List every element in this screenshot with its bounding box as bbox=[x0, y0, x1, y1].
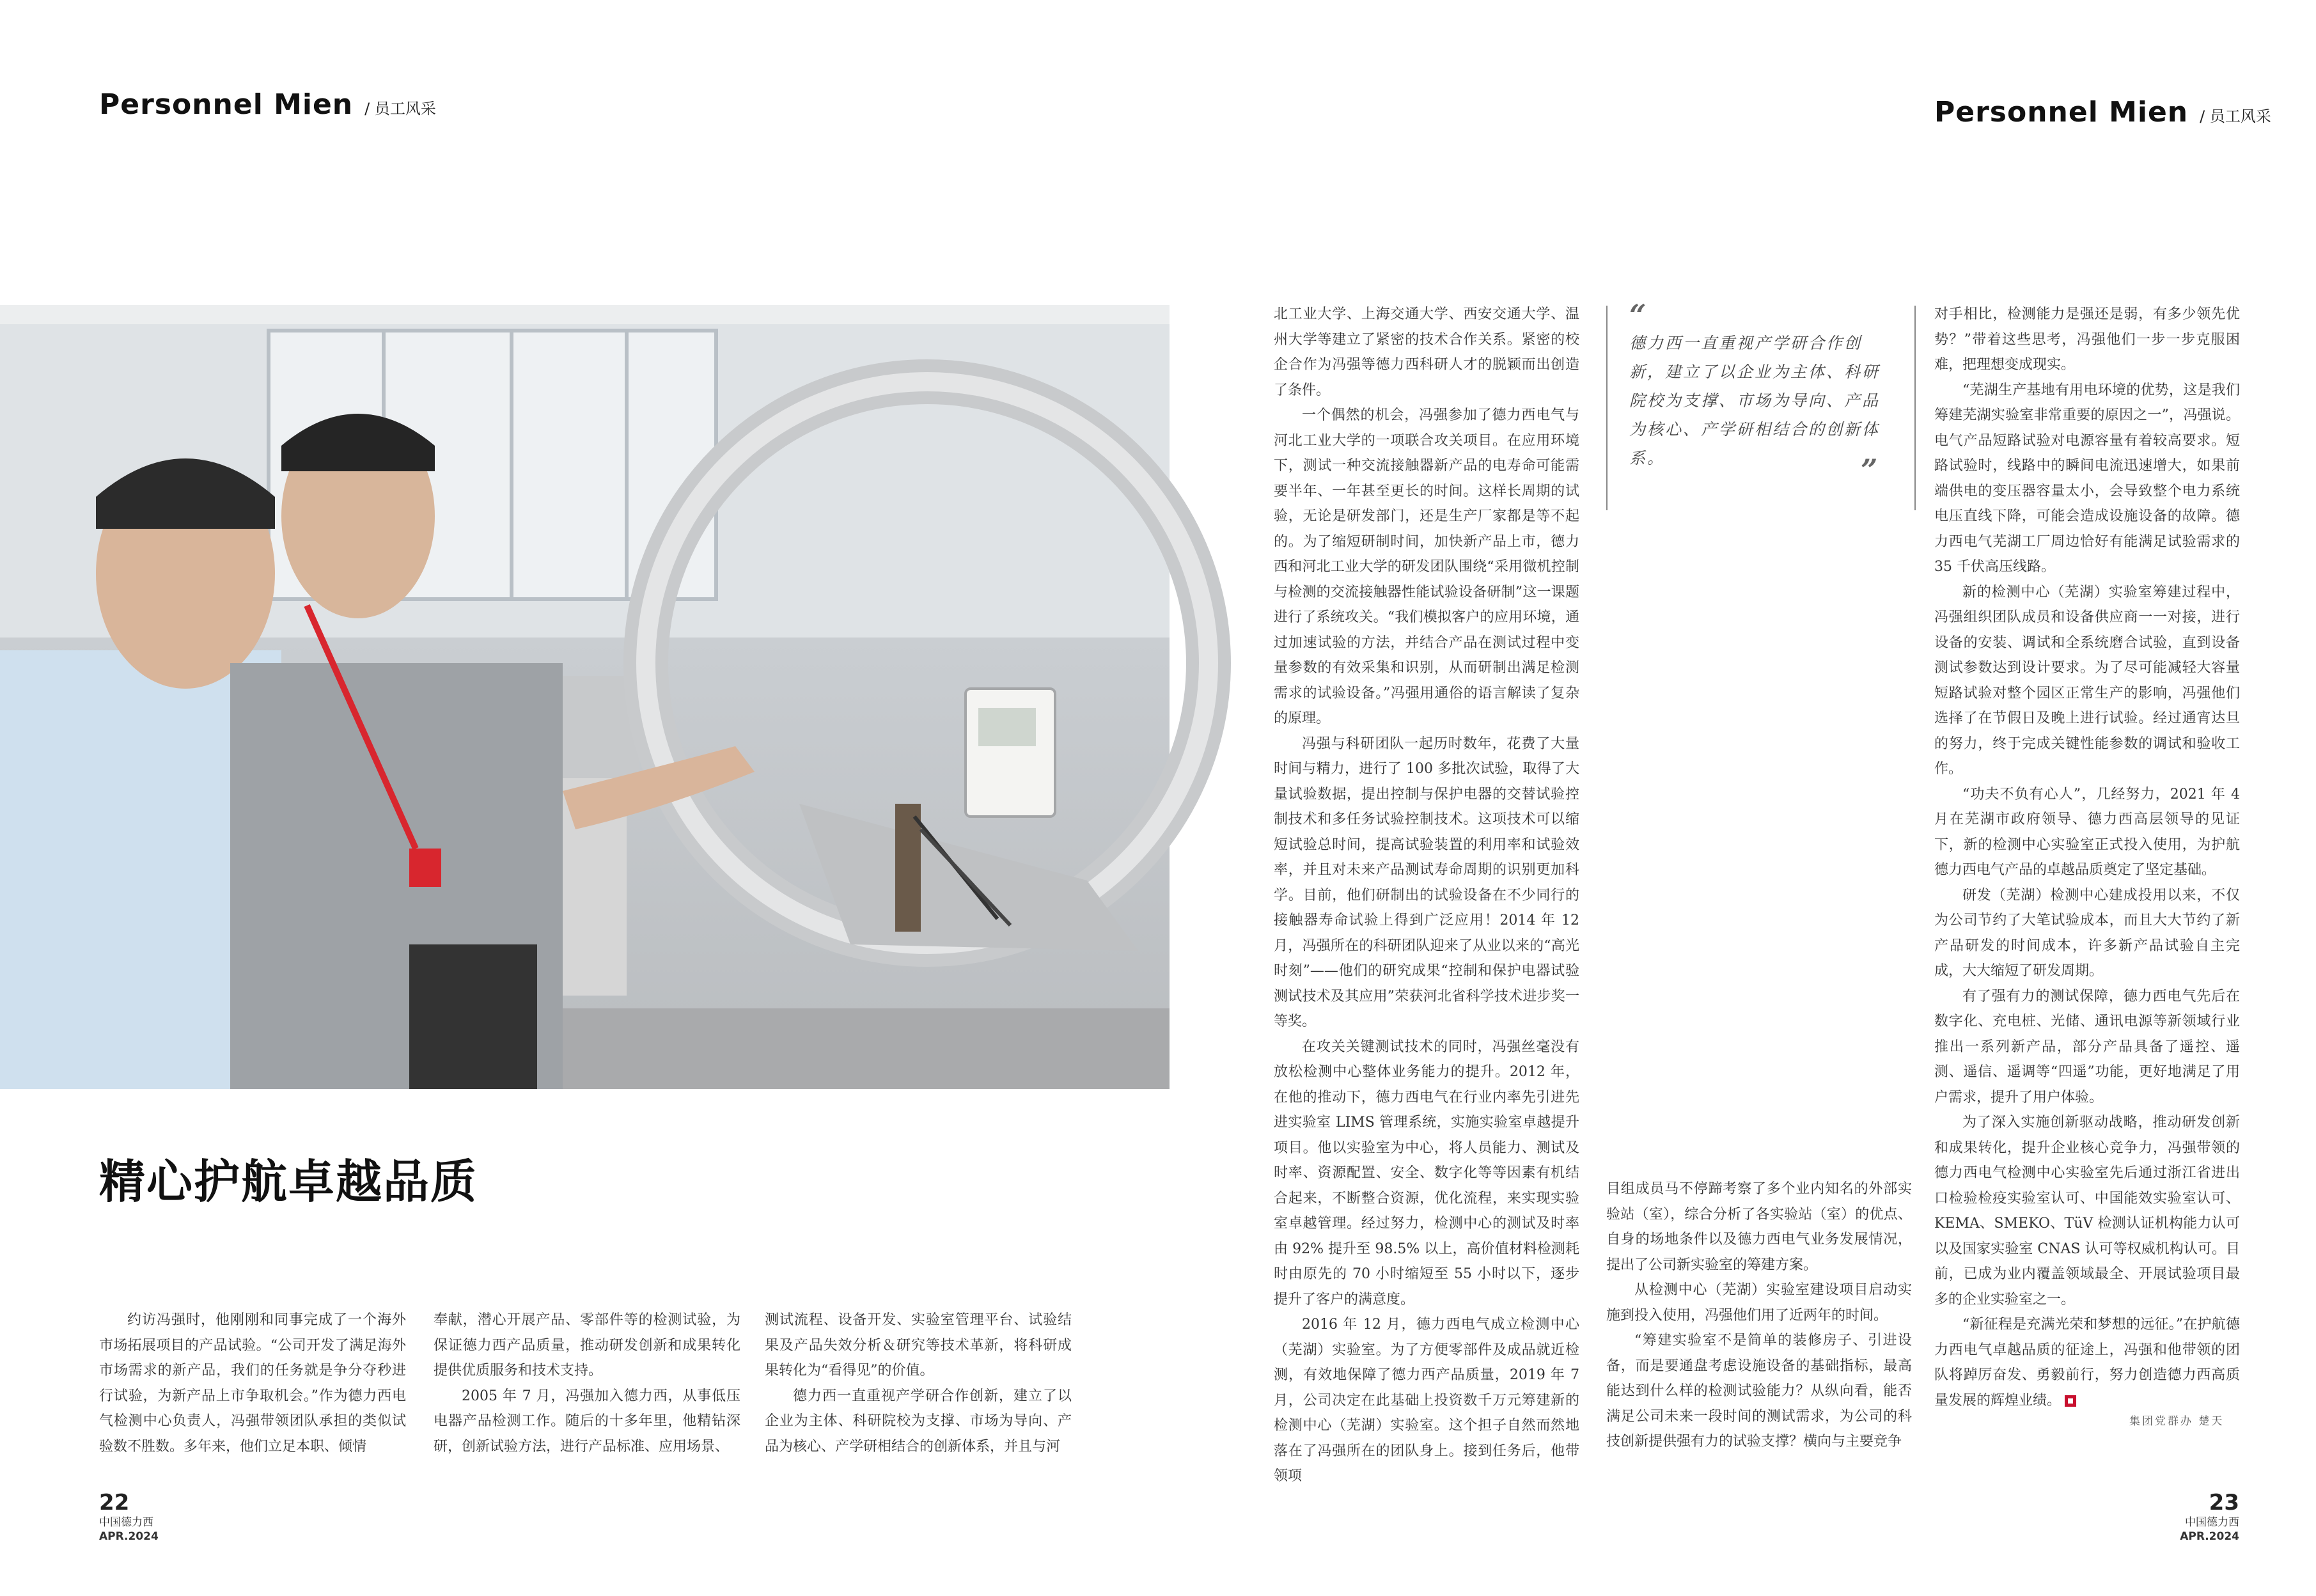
author-signature: 集团党群办 楚天 bbox=[2129, 1415, 2225, 1428]
page-number: 22 bbox=[99, 1490, 130, 1515]
paragraph: 从检测中心（芜湖）实验室建设项目启动实施到投入使用，冯强他们用了近两年的时间。 bbox=[1606, 1282, 1912, 1324]
paragraph: 奉献，潜心开展产品、零部件等的检测试验，为保证德力西产品质量，推动研发创新和成果转化提供优质服务和技术支持。 bbox=[434, 1312, 740, 1379]
paragraph: “功夫不负有心人”，几经努力，2021 年 4 月在芜湖市政府领导、德力西高层领导的见证下，新的检测中心实验室正式投入使用，为护航德力西电气产品的卓越品质奠定了坚定基础。 bbox=[1934, 786, 2240, 878]
paragraph: 研发（芜湖）检测中心建成投用以来，不仅为公司节约了大笔试验成本，而且大大节约了新产品研发的时间成本，许多新产品试验自主完成，大大缩短了研发周期。 bbox=[1934, 887, 2240, 979]
paragraph bbox=[1934, 1312, 2240, 1413]
issue-date: APR.2024 bbox=[99, 1530, 159, 1543]
article-column-6 bbox=[1934, 302, 2240, 1414]
footer-left bbox=[99, 1490, 159, 1544]
pull-quote-text: 德力西一直重视产学研合作创新，建立了以企业为主体、科研院校为支撑、市场为导向、产品为核心、产学研相结合的创新体系。 bbox=[1629, 334, 1881, 467]
paragraph: 有了强有力的测试保障，德力西电气先后在数字化、充电桩、光储、通讯电源等新领域行业推出一系列新产品，部分产品具备了遥控、遥测、遥信、遥调等“四遥”功能，更好地满足了用户需求，提升了用户体验。 bbox=[1934, 988, 2240, 1106]
paragraph: “芜湖生产基地有用电环境的优势，这是我们筹建芜湖实验室非常重要的原因之一”，冯强说。电气产品短路试验对电源容量有着较高要求。短路试验时，线路中的瞬间电流迅速增大，如果前端供电的变压器容量太小，会导致整个电力系统电压直线下降，可能会造成设施设备的故障。德力西电气芜湖工厂周边恰好有能满足试验需求的 35 千伏高压线路。 bbox=[1934, 382, 2240, 575]
open-quote-icon: “ bbox=[1629, 298, 1647, 332]
paragraph: “筹建实验室不是简单的装修房子、引进设备，而是要通盘考虑设施设备的基础指标，最高能达到什么样的检测试验能力？从纵向看，能否满足公司未来一段时间的测试需求，为公司的科技创新提供强有力的试验支撑？横向与主要竞争 bbox=[1606, 1333, 1912, 1450]
article-title: 精心护航卓越品质 bbox=[99, 1155, 478, 1209]
paragraph-text: “新征程是充满光荣和梦想的远征。”在护航德力西电气卓越品质的征途上，冯强和他带领的团队将踔厉奋发、勇毅前行，努力创造德力西高质量发展的辉煌业绩。 bbox=[1934, 1317, 2240, 1409]
article-column-1 bbox=[99, 1308, 406, 1467]
paragraph: 约访冯强时，他刚刚和同事完成了一个海外市场拓展项目的产品试验。“公司开发了满足海外市场需求的新产品，我们的任务就是争分夺秒进行试验，为新产品上市争取机会。”作为德力西电气检测中心负责人，冯强带领团队承担的类似试验数不胜数。多年来，他们立足本职、倾情 bbox=[99, 1312, 406, 1455]
header-right bbox=[1934, 96, 2271, 129]
publication-name: 中国德力西 bbox=[99, 1516, 153, 1529]
paragraph: 冯强与科研团队一起历时数年，花费了大量时间与精力，进行了 100 多批次试验，取得了大量试验数据，提出控制与保护电器的交替试验控制技术和多任务试验控制技术。这项技术可以缩短试验总时间，提高试验装置的利用率和试验效率，并且对未来产品测试寿命周期的识别更加科学。目前，他们研制出的试验设备在不少同行的接触器寿命试验上得到广泛应用！2014 年 12 月，冯强所在的科研团队迎来了从业以来的“高光时刻”——他们的研究成果“控制和保护电器试验测试技术及其应用”荣获河北省科学技术进步奖一等奖。 bbox=[1274, 735, 1579, 1029]
paragraph: 测试流程、设备开发、实验室管理平台、试验结果及产品失效分析＆研究等技术革新，将科研成果转化为“看得见”的价值。 bbox=[765, 1312, 1072, 1379]
page-number: 23 bbox=[2209, 1490, 2239, 1515]
section-title-en: Personnel Mien bbox=[99, 88, 354, 121]
section-title-cn: / 员工风采 bbox=[2200, 107, 2271, 125]
footer-right bbox=[2175, 1490, 2239, 1544]
paragraph: 一个偶然的机会，冯强参加了德力西电气与河北工业大学的一项联合攻关项目。在应用环境下，测试一种交流接触器新产品的电寿命可能需要半年、一年甚至更长的时间。这样长周期的试验，无论是研发部门，还是生产厂家都是等不起的。为了缩短研制时间，加快新产品上市，德力西和河北工业大学的研发团队围绕“采用微机控制与检测的交流接触器性能试验设备研制”这一课题进行了系统攻关。“我们模拟客户的应用环境，通过加速试验的方法，并结合产品在测试过程中变量参数的有效采集和识别，从而研制出满足检测需求的试验设备。”冯强用通俗的语言解读了复杂的原理。 bbox=[1274, 407, 1579, 726]
paragraph: 目组成员马不停蹄考察了多个业内知名的外部实验站（室），综合分析了各实验站（室）的优点、自身的场地条件以及德力西电气业务发展情况，提出了公司新实验室的筹建方案。 bbox=[1606, 1181, 1912, 1273]
paragraph: 对手相比，检测能力是强还是弱，有多少领先优势？”带着这些思考，冯强他们一步一步克服困难，把理想变成现实。 bbox=[1934, 306, 2240, 373]
section-title-en: Personnel Mien bbox=[1934, 96, 2189, 129]
paragraph: 2005 年 7 月，冯强加入德力西，从事低压电器产品检测工作。随后的十多年里，他精钻深研，创新试验方法，进行产品标准、应用场景、 bbox=[434, 1388, 740, 1455]
pull-quote bbox=[1606, 298, 1916, 510]
paragraph: 新的检测中心（芜湖）实验室筹建过程中，冯强组织团队成员和设备供应商一一对接，进行设备的安装、调试和全系统磨合试验，直到设备测试参数达到设计要求。为了尽可能减轻大容量短路试验对整个园区正常生产的影响，冯强他们选择了在节假日及晚上进行试验。经过通宵达旦的努力，终于完成关键性能参数的调试和验收工作。 bbox=[1934, 584, 2240, 777]
paragraph: 2016 年 12 月，德力西电气成立检测中心（芜湖）实验室。为了方便零部件及成品就近检测，有效地保障了德力西产品质量，2019 年 7 月，公司决定在此基础上投资数千万元筹建新的检测中心（芜湖）实验室。这个担子自然而然地落在了冯强所在的团队身上。接到任务后，他带领项 bbox=[1274, 1317, 1579, 1484]
close-quote-icon: ” bbox=[1861, 453, 1878, 487]
paragraph: 德力西一直重视产学研合作创新，建立了以企业为主体、科研院校为支撑、市场为导向、产品为核心、产学研相结合的创新体系，并且与河 bbox=[765, 1388, 1072, 1455]
end-mark-icon bbox=[2065, 1395, 2076, 1407]
paragraph: 在攻关关键测试技术的同时，冯强丝毫没有放松检测中心整体业务能力的提升。2012 年，在他的推动下，德力西电气在行业内率先引进先进实验室 LIMS 管理系统，实施实验室卓越提升项目。他以实验室为中心，将人员能力、测试及时率、资源配置、安全、数字化等等因素有机结合起来，不断整合资源，优化流程，来实现实验室卓越管理。经过努力，检测中心的测试及时率由 92% 提升至 98.5% 以上，高价值材料检测耗时由原先的 70 小时缩短至 55 小时以下，逐步提升了客户的满意度。 bbox=[1274, 1038, 1579, 1308]
issue-date: APR.2024 bbox=[2180, 1530, 2239, 1543]
header-left bbox=[99, 88, 436, 121]
photo-illustration bbox=[0, 305, 1170, 1089]
article-column-4 bbox=[1274, 302, 1579, 1484]
article-column-2 bbox=[434, 1308, 740, 1467]
paragraph: 北工业大学、上海交通大学、西安交通大学、温州大学等建立了紧密的技术合作关系。紧密的校企合作为冯强等德力西科研人才的脱颖而出创造了条件。 bbox=[1274, 306, 1579, 398]
publication-name: 中国德力西 bbox=[2185, 1516, 2239, 1529]
lab-photo bbox=[0, 305, 1170, 1089]
article-column-5 bbox=[1606, 1177, 1912, 1464]
paragraph: 为了深入实施创新驱动战略，推动研发创新和成果转化，提升企业核心竞争力，冯强带领的德力西电气检测中心实验室先后通过浙江省进出口检验检疫实验室认可、中国能效实验室认可、KEMA、SMEKO、TüV 检测认证机构能力认可以及国家实验室 CNAS 认可等权威机构认可。目前，已成为业内覆盖领域最全、开展试验项目最多的企业实验室之一。 bbox=[1934, 1115, 2240, 1308]
article-column-3 bbox=[765, 1308, 1072, 1467]
section-title-cn: / 员工风采 bbox=[364, 100, 436, 118]
